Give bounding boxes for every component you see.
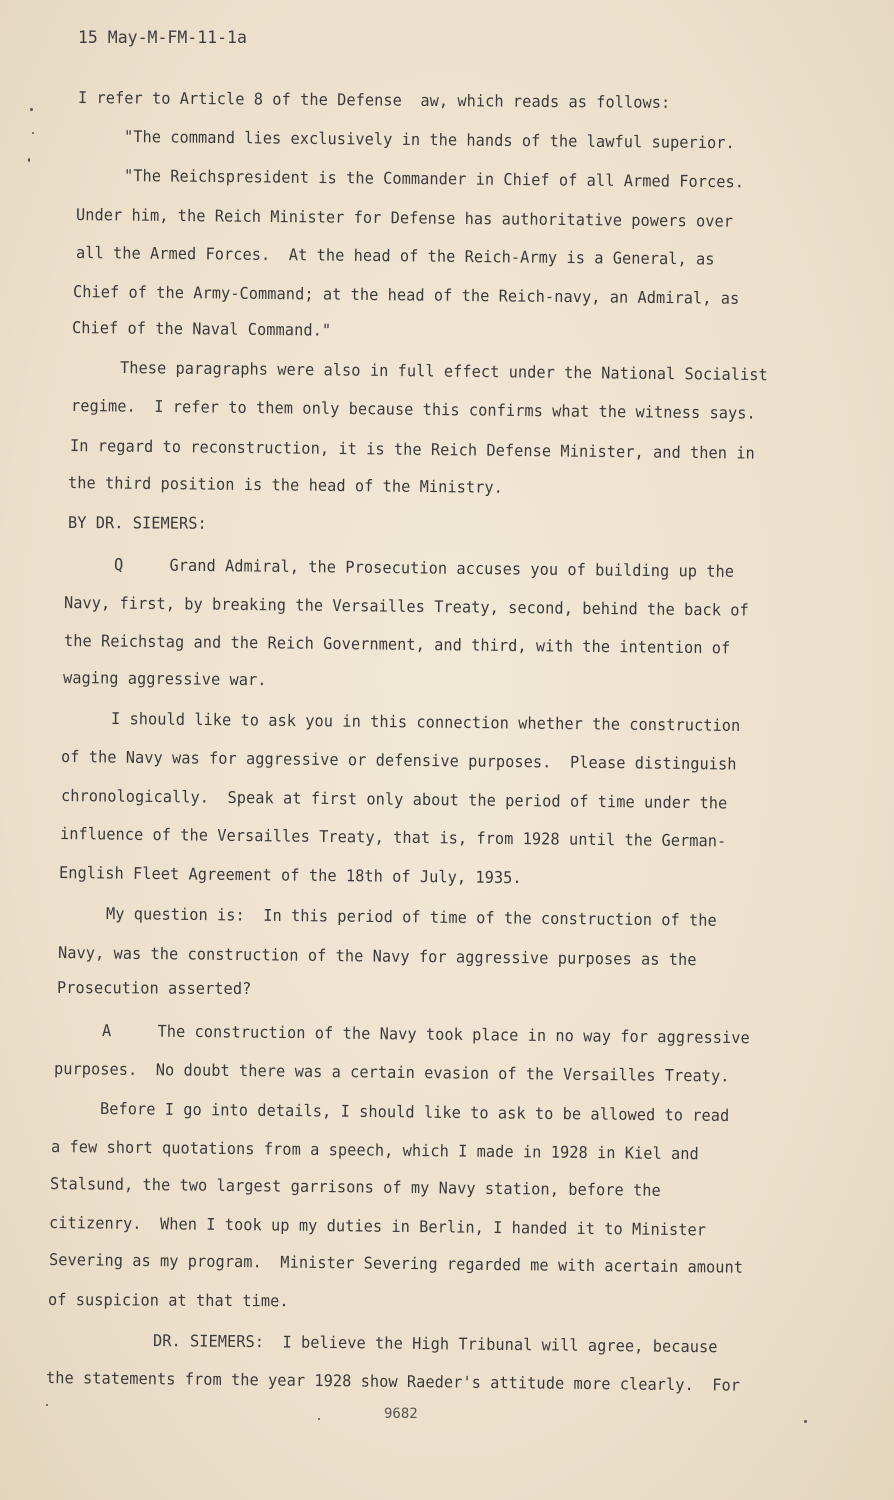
paper-speck (318, 1418, 320, 1420)
text-line: English Fleet Agreement of the 18th of July, 1935. (58, 863, 522, 888)
text-line: Severing as my program. Minister Severing regarded me with acertain amount (48, 1250, 744, 1277)
paper-speck (30, 108, 33, 111)
text-line: the Reichstag and the Reich Government, and third, with the intention of (63, 631, 731, 658)
text-line: a few short quotations from a speech, which I made in 1928 in Kiel and (50, 1137, 699, 1164)
paper-speck (32, 132, 34, 134)
text-line: purposes. No doubt there was a certain evasion of the Versailles Treaty. (53, 1059, 730, 1086)
paper-speck (46, 1404, 48, 1406)
text-line: the third position is the head of the Ministry. (67, 473, 504, 497)
text-line: These paragraphs were also in full effect under the National Socialist (119, 358, 768, 385)
text-line: Q Grand Admiral, the Prosecution accuses you of building up the (113, 555, 735, 581)
text-line: Before I go into details, I should like to ask to be allowed to read (99, 1099, 730, 1126)
text-line: I refer to Article 8 of the Defense aw, which reads as follows: (77, 88, 671, 112)
text-line: Navy, first, by breaking the Versailles Treaty, second, behind the back of (63, 593, 749, 620)
text-line: influence of the Versailles Treaty, that is, from 1928 until the German- (59, 824, 727, 851)
text-line: In regard to reconstruction, it is the Reich Defense Minister, and then in (69, 436, 755, 463)
text-line: regime. I refer to them only because this confirms what the witness says. (70, 396, 756, 423)
text-line: I should like to ask you in this connection whether the construction (110, 709, 741, 736)
text-line: Chief of the Naval Command." (71, 318, 332, 340)
text-line: of the Navy was for aggressive or defensive purposes. Please distinguish (60, 747, 737, 774)
text-line: "The command lies exclusively in the hands of the lawful superior. (123, 127, 735, 153)
text-line: DR. SIEMERS: I believe the High Tribunal will agree, because (152, 1331, 718, 1357)
text-line: of suspicion at that time. (47, 1290, 289, 1311)
text-line: Stalsund, the two largest garrisons of my Navy station, before the (49, 1174, 661, 1200)
text-line: BY DR. SIEMERS: (67, 513, 207, 533)
text-line: "The Reichspresident is the Commander in Chief of all Armed Forces. (123, 166, 745, 192)
text-line: Navy, was the construction of the Navy for aggressive purposes as the (57, 943, 697, 970)
text-line: chronologically. Speak at first only about the period of time under the (60, 786, 728, 813)
text-line: Prosecution asserted? (56, 978, 252, 999)
text-line: Chief of the Army-Command; at the head of the Reich-navy, an Admiral, as (72, 282, 740, 308)
paper-speck (804, 1420, 807, 1423)
text-line: My question is: In this period of time of the construction of the (105, 904, 717, 930)
paper-speck (28, 158, 30, 162)
text-line: waging aggressive war. (62, 668, 267, 690)
text-line: A The construction of the Navy took place in no way for aggressive (101, 1021, 750, 1048)
document-reference: 15 May-M-FM-11-1a (78, 28, 247, 47)
text-line: the statements from the year 1928 show Raeder's attitude more clearly. For (45, 1368, 741, 1395)
text-line: citizenry. When I took up my duties in Berlin, I handed it to Minister (48, 1213, 707, 1240)
page-number: 9682 (384, 1406, 418, 1422)
text-line: all the Armed Forces. At the head of the Reich-Army is a General, as (75, 243, 715, 269)
text-line: Under him, the Reich Minister for Defense has authoritative powers over (75, 205, 734, 231)
